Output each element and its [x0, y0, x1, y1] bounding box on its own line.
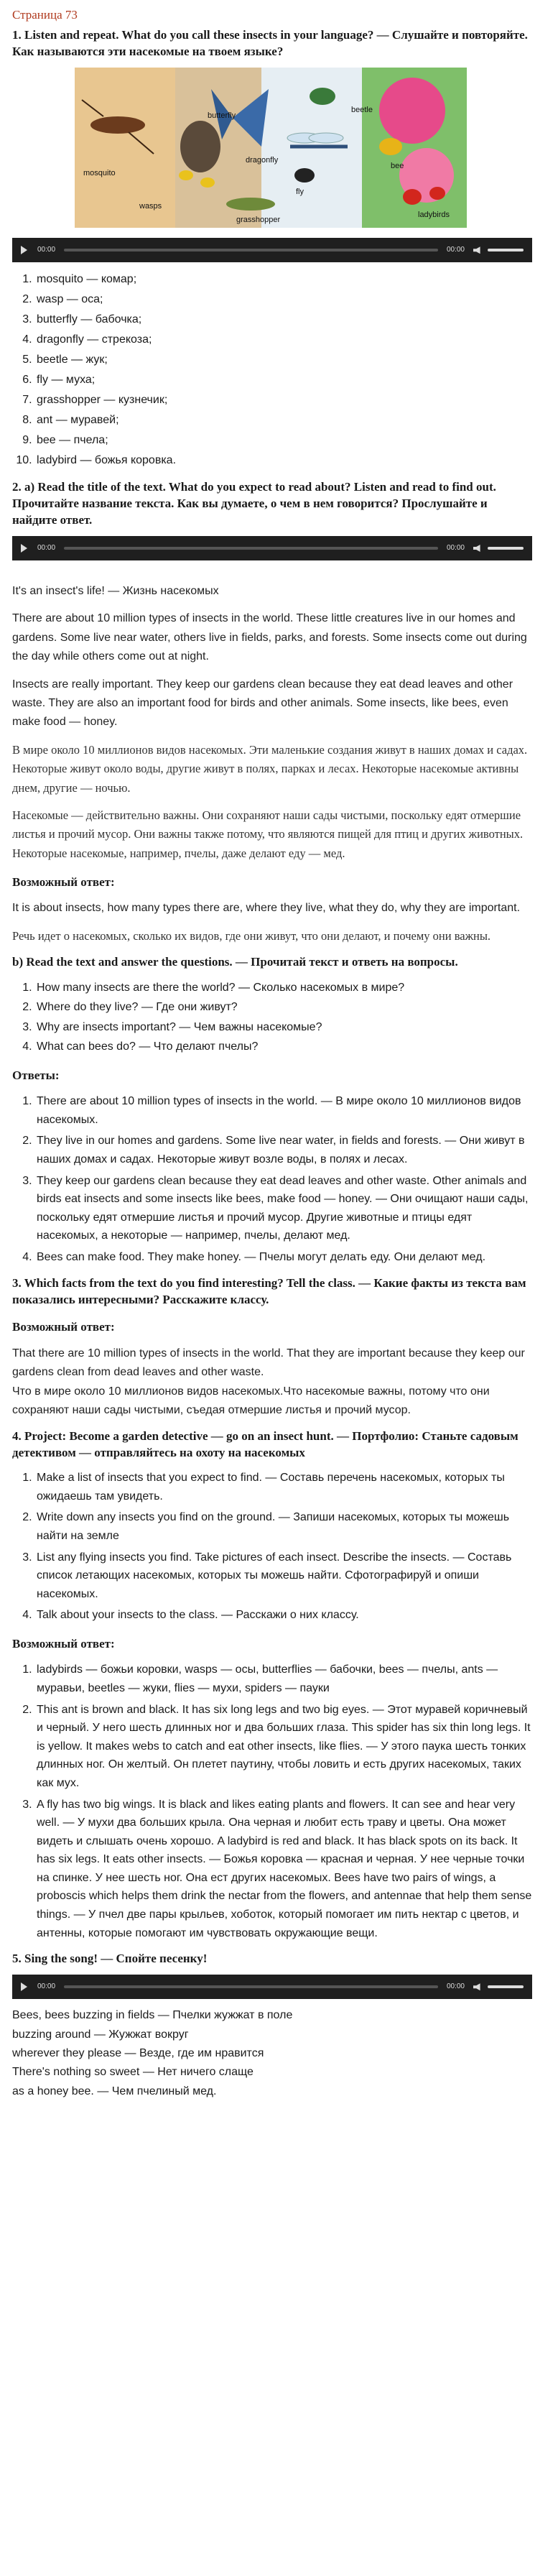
label-bee: bee: [391, 162, 404, 171]
list-item: 9. bee — пчела;: [35, 430, 532, 451]
song-line: buzzing around — Жужжат вокруг: [12, 2028, 189, 2041]
text-paragraph-3: В мире около 10 миллионов видов насекомых. Эти маленькие создания живут в наших домах и садах. Некоторые живут около воды, другие живут в полях, парках и лесах. Некоторые насекомые активны днем, другие — ночью.: [12, 742, 528, 795]
task-1-heading: 1. Listen and repeat. What do you call these insects in your language? — Слушайте и повторяйте. Как называются эти насекомые на твоем языке?: [12, 28, 528, 59]
list-item: 10. ladybird — божья коровка.: [35, 451, 532, 471]
song-line: Bees, bees buzzing in fields — Пчелки жужжат в поле: [12, 2009, 293, 2022]
possible-answer-label: Возможный ответ:: [12, 1637, 115, 1651]
seek-bar[interactable]: [64, 1985, 438, 1988]
seek-bar[interactable]: [64, 547, 438, 550]
label-butterfly: butterfly: [208, 111, 236, 121]
list-item: 6. fly — муха;: [35, 370, 532, 390]
label-dragonfly: dragonfly: [246, 156, 279, 165]
play-icon[interactable]: [21, 246, 27, 254]
list-item: 3. Why are insects important? — Чем важны насекомые?: [35, 1017, 532, 1037]
list-item: 8. ant — муравей;: [35, 410, 532, 430]
time-duration: 00:00: [446, 246, 465, 254]
label-beetle: beetle: [351, 106, 373, 115]
list-item: 7. grasshopper — кузнечик;: [35, 390, 532, 410]
list-item: 1. There are about 10 million types of insects in the world. — В мире около 10 миллионов видов насекомых.: [35, 1092, 532, 1129]
answer-3-ru: Что в мире около 10 миллионов видов насекомых.Что насекомые важны, потому что они сохраняют наши сады чистыми, съедая отмершие листья и прочий мусор.: [12, 1385, 490, 1416]
list-item: 4. Bees can make food. They make honey. — Пчелы могут делать еду. Они делают мед.: [35, 1248, 532, 1267]
task-2a-ru: Прочитайте название текста. Как вы думаете, о чем в нем говорится? Прослушайте и найдите ответ.: [12, 497, 488, 527]
answers-label: Ответы:: [12, 1068, 60, 1082]
list-item: 1. mosquito — комар;: [35, 269, 532, 290]
list-item: 4. What can bees do? — Что делают пчелы?: [35, 1037, 532, 1056]
possible-answer-label: Возможный ответ:: [12, 1320, 115, 1334]
song-line: wherever they please — Везде, где им нравится: [12, 2046, 264, 2059]
volume-slider[interactable]: [488, 547, 524, 550]
time-current: 00:00: [37, 1982, 56, 1991]
list-item: 2. Where do they live? — Где они живут?: [35, 997, 532, 1017]
list-item: 3. They keep our gardens clean because they eat dead leaves and other waste. Other animals and birds eat insects and some insects like bees, make food — honey. — Они очищают наши сады, поскольку едят отмершие листья и прочий мусор. Другие животные и птицы едят насекомых, а некоторые — например, пчелы, делают мед.: [35, 1172, 532, 1245]
task-2b-heading: b) Read the text and answer the questions. — Прочитай текст и ответь на вопросы.: [12, 955, 458, 969]
play-icon[interactable]: [21, 544, 27, 553]
list-item: 3. A fly has two big wings. It is black and likes eating plants and flowers. It can see and hear very well. — У мухи два больших крыла. Она черная и любит есть траву и цветы. Она может видеть и слышать очень хорошо. A ladybird is red and black. It has black spots on its back. It has six legs. It eats other insects. — Божья коровка — красная и черная. У нее черные точки на спинке. У нее шесть ног. Она ест других насекомых. Bees have two pairs of wings, a proboscis which helps them drink the nectar from the flowers, and antennae that help them sense things. — У пчел две пары крыльев, хоботок, который помогает им пить нектар с цветов, и антенны, которые помогают им чувствовать окружающие вещи.: [35, 1796, 532, 1943]
answers-list: [12, 1092, 532, 1266]
project-answers-list: [12, 1661, 532, 1942]
list-item: 4. Talk about your insects to the class. — Расскажи о них классу.: [35, 1606, 532, 1625]
insects-illustration: [75, 68, 467, 228]
possible-answer-label: Возможный ответ:: [12, 875, 115, 890]
list-item: 2. Write down any insects you find on the ground. — Запиши насекомых, которых ты можешь найти на земле: [35, 1508, 532, 1545]
label-ladybirds: ladybirds: [418, 211, 450, 220]
time-current: 00:00: [37, 246, 56, 254]
answer-3-en: That there are 10 million types of insects in the world. That they are important because they keep our gardens clean from dead leaves and other waste.: [12, 1347, 525, 1379]
insects-list: [12, 269, 532, 471]
text-paragraph-1: There are about 10 million types of insects in the world. These little creatures live in our homes and gardens. Some live near water, others live in fields, parks, and forests. Some insects come out during the day while others come out at night.: [12, 612, 527, 663]
audio-player-1[interactable]: [12, 238, 532, 262]
text-title: It's an insect's life! — Жизнь насекомых: [12, 585, 219, 598]
volume-icon[interactable]: [473, 246, 482, 254]
song-line: as a honey bee. — Чем пчелиный мед.: [12, 2085, 217, 2097]
text-paragraph-4: Насекомые — действительно важны. Они сохраняют наши сады чистыми, поскольку едят отмершие листья и прочий мусор. Они важны также потому, что являются пищей для птиц и других животных. Некоторые насекомые, например, пчелы, даже делают еду — мед.: [12, 808, 524, 860]
list-item: 3. List any flying insects you find. Take pictures of each insect. Describe the insects. — Составь список летающих насекомых, которых ты можешь найти. Сфотографируй и опиши насекомых.: [35, 1548, 532, 1604]
text-paragraph-2: Insects are really important. They keep our gardens clean because they eat dead leaves and other waste. They are also an important food for birds and other animals. Some insects, like bees, even make food — honey.: [12, 678, 513, 729]
list-item: 1. How many insects are there the world? — Сколько насекомых в мире?: [35, 978, 532, 997]
song-lyrics: [12, 2006, 532, 2101]
time-duration: 00:00: [446, 1982, 465, 1991]
list-item: 2. They live in our homes and gardens. Some live near water, in fields and forests. — Они живут в наших домах и садах. Некоторые живут возле воды, в полях и лесах.: [35, 1132, 532, 1168]
task-2a-heading: [12, 479, 532, 529]
answer-2a-ru: Речь идет о насекомых, сколько их видов, где они живут, что они делают, и почему они важны.: [12, 928, 491, 943]
list-item: 3. butterfly — бабочка;: [35, 310, 532, 330]
song-line: There's nothing so sweet — Нет ничего слаще: [12, 2066, 254, 2079]
list-item: 1. ladybirds — божьи коровки, wasps — осы, butterflies — бабочки, bees — пчелы, ants — муравьи, beetles — жуки, flies — мухи, spiders — пауки: [35, 1661, 532, 1697]
volume-icon[interactable]: [473, 1983, 482, 1990]
audio-player-2[interactable]: [12, 536, 532, 560]
list-item: 2. This ant is brown and black. It has six long legs and two big eyes. — Этот муравей коричневый и черный. У него шесть длинных ног и два больших глаза. This spider has six thin long legs. It is yellow. It makes webs to catch and eat other insects, like flies. — У этого паука шесть тонких длинных ног. Он желтый. Он плетет паутину, чтобы ловить и есть других насекомых, таких как мух.: [35, 1701, 532, 1793]
label-fly: fly: [296, 188, 304, 197]
project-steps-list: [12, 1469, 532, 1625]
time-duration: 00:00: [446, 544, 465, 553]
label-wasps: wasps: [139, 202, 162, 211]
play-icon[interactable]: [21, 1982, 27, 1991]
task-5-heading: 5. Sing the song! — Спойте песенку!: [12, 1952, 208, 1966]
time-current: 00:00: [37, 544, 56, 553]
list-item: 1. Make a list of insects that you expect to find. — Составь перечень насекомых, которых ты ожидаешь там увидеть.: [35, 1469, 532, 1505]
audio-player-3[interactable]: [12, 1975, 532, 1999]
task-3-heading: 3. Which facts from the text do you find interesting? Tell the class. — Какие факты из текста вам показались интересными? Расскажите классу.: [12, 1275, 526, 1306]
task-2a-en: 2. a) Read the title of the text. What do you expect to read about? Listen and read to find out.: [12, 480, 496, 494]
task-4-heading: 4. Project: Become a garden detective — go on an insect hunt. — Портфолио: Станьте садовым детективом — отправляйтесь на охоту на насекомых: [12, 1429, 519, 1460]
page-title: Страница 73: [12, 8, 78, 22]
list-item: 5. beetle — жук;: [35, 350, 532, 370]
volume-slider[interactable]: [488, 1985, 524, 1988]
seek-bar[interactable]: [64, 249, 438, 251]
volume-slider[interactable]: [488, 249, 524, 251]
answer-2a-en: It is about insects, how many types there are, where they live, what they do, why they are important.: [12, 902, 521, 915]
volume-icon[interactable]: [473, 545, 482, 552]
list-item: 2. wasp — оса;: [35, 290, 532, 310]
label-grasshopper: grasshopper: [236, 216, 281, 225]
insects-illustration-svg: [75, 68, 467, 228]
label-mosquito: mosquito: [83, 169, 116, 178]
list-item: 4. dragonfly — стрекоза;: [35, 330, 532, 350]
questions-list: [12, 978, 532, 1056]
